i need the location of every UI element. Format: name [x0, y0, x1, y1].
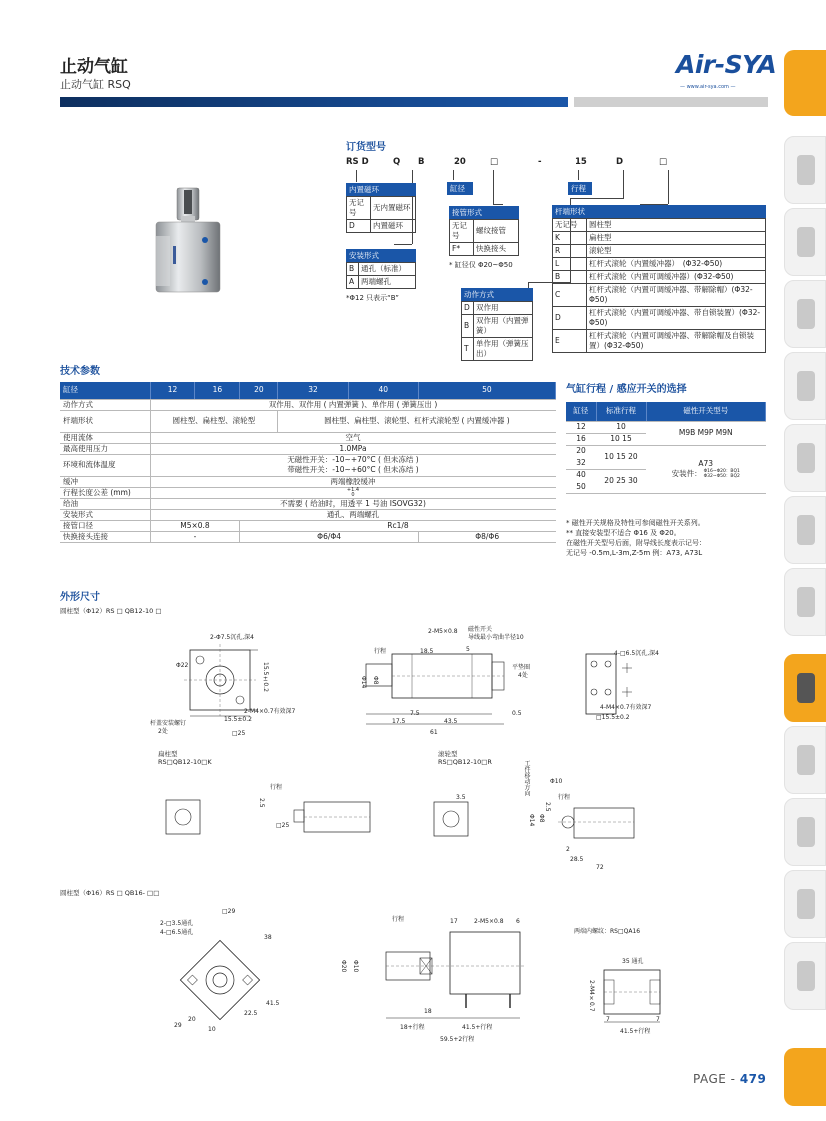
- misc-icon: [797, 961, 815, 991]
- tech-header-cell: 50: [418, 382, 555, 399]
- dim-label: 18.5: [420, 648, 434, 655]
- rod-code: R: [553, 245, 587, 258]
- sidebar-actuator-tab[interactable]: [784, 726, 826, 794]
- dim-label: 17: [450, 918, 458, 925]
- fitting-icon: [797, 371, 815, 401]
- dim-label: 43.5: [444, 718, 458, 725]
- header-bar-grey: [574, 97, 768, 107]
- rod-desc: 杠杆式滚轮（内置可调缓冲器、带自锁装置）(Φ32-Φ50): [587, 307, 766, 330]
- dim-label: 7.5: [410, 710, 420, 717]
- leader-line: [623, 170, 624, 198]
- dim-label: 22.5: [244, 1010, 258, 1017]
- dim-label: Φ20: [340, 960, 347, 973]
- sidebar-valve-tab[interactable]: [784, 280, 826, 348]
- page-label: PAGE -: [693, 1072, 740, 1086]
- row-label: 动作方式: [60, 399, 150, 410]
- filter-icon: [797, 155, 815, 185]
- dim-label: □15.5±0.2: [596, 714, 630, 721]
- dim-label: 18+行程: [400, 1024, 425, 1031]
- tech-table: [60, 382, 556, 543]
- rod-code: C: [553, 284, 587, 307]
- table-row: [566, 421, 766, 433]
- dim-label: Φ22: [176, 662, 189, 669]
- dims-title: 外形尺寸: [60, 592, 100, 603]
- row-value: Rc1/8: [240, 520, 556, 531]
- rod-desc: 滚轮型: [587, 245, 766, 258]
- rod-code: K: [553, 232, 587, 245]
- roller-type-model: RS□QB12-10□R: [438, 758, 492, 766]
- dim-label: 17.5: [392, 718, 406, 725]
- gripper-icon: [797, 443, 815, 473]
- row-value: 通孔、两端螺孔: [150, 509, 556, 520]
- rod-code: L: [553, 258, 587, 271]
- module-icon: [797, 515, 815, 545]
- dims-subtitle-16: 圆柱型（Φ16）RS □ QB16- □□: [60, 889, 160, 897]
- rod-code: B: [553, 271, 587, 284]
- stroke-cell: 20 25 30: [596, 469, 646, 493]
- code-part-q: Q: [393, 157, 401, 167]
- stroke-header-cell: 磁性开关型号: [646, 402, 766, 421]
- mounting-code: B: [347, 263, 359, 276]
- bore-cell: 40: [576, 470, 586, 480]
- dim-label: 行程: [558, 794, 571, 801]
- row-label: 最高使用压力: [60, 443, 150, 454]
- code-part-piping: □: [490, 157, 499, 167]
- stroke-cell: 10 15: [596, 433, 646, 445]
- row-value: 空气: [150, 432, 556, 443]
- row-label: 缓冲: [60, 476, 150, 487]
- row-label: 杆端形状: [60, 410, 150, 432]
- dims-subtitle-12: 圆柱型（Φ12）RS □ QB12-10 □: [60, 607, 162, 615]
- rod-desc: 杠杆式滚轮（内置可调缓冲器）(Φ32-Φ50): [587, 271, 766, 284]
- dim-label: 行程: [392, 916, 405, 923]
- note-line: 在磁性开关型号后面，附导线长度表示记号：: [566, 539, 706, 547]
- stroke-notes: [566, 518, 706, 558]
- dim-label: 行程: [270, 784, 283, 791]
- stroke-table-wrap: [566, 402, 766, 494]
- table-row: [60, 443, 556, 454]
- dim-label: 72: [596, 864, 604, 871]
- dim-label: 59.5+2行程: [440, 1036, 475, 1043]
- note-line: ** 直接安装型不适合 Φ16 及 Φ20。: [566, 529, 681, 537]
- sidebar-filter-tab[interactable]: [784, 136, 826, 204]
- bore-cell: 20: [576, 446, 586, 456]
- table-row: [566, 445, 766, 457]
- sidebar-gripper-tab[interactable]: [784, 424, 826, 492]
- tech-table-wrap: [60, 382, 556, 543]
- magnet-code: D: [347, 220, 371, 233]
- sidebar-fitting-tab[interactable]: [784, 352, 826, 420]
- dim-label: 工件移动方向: [523, 760, 530, 796]
- dim-label: 2: [566, 846, 570, 853]
- dim-label: 平垫圈: [512, 664, 531, 671]
- leader-line: [493, 170, 494, 204]
- stroke-cell: 10 15 20: [596, 445, 646, 469]
- row-value: M5×0.8: [150, 520, 240, 531]
- code-part-dash: -: [538, 157, 542, 167]
- silencer-icon: [797, 889, 815, 919]
- tech-header-cell: 16: [195, 382, 240, 399]
- dim-label: 2-M4×0.7有效深7: [244, 708, 296, 715]
- dim-label: 41.5+行程: [462, 1024, 493, 1031]
- dim-label: 7: [656, 1016, 660, 1023]
- dim-label: 2-M4×0.7: [588, 980, 595, 1012]
- row-value: [150, 454, 556, 476]
- cylinder-icon: [797, 673, 815, 703]
- code-part-rod: □: [659, 157, 668, 167]
- piping-note: * 缸径仅 Φ20~Φ50: [449, 261, 513, 269]
- tech-header-cell: 20: [240, 382, 278, 399]
- category-tab[interactable]: [784, 50, 826, 116]
- code-part-action: D: [616, 157, 624, 167]
- dim-label: □25: [276, 822, 290, 829]
- leader-line: [570, 198, 624, 199]
- row-value: 不需要 ( 给油时，用透平 1 号油 ISOVG32): [150, 498, 556, 509]
- rod-head: 杆端形状: [552, 205, 766, 218]
- dim-label: 4-□6.5通孔: [160, 929, 194, 936]
- magnet-option-box: [346, 183, 416, 233]
- tech-header-cell: 40: [348, 382, 418, 399]
- bore-cell: 12: [566, 421, 596, 433]
- switch-cell: M9B M9P M9N: [646, 421, 766, 445]
- dim-label: 15.5±0.2: [224, 716, 252, 723]
- magnet-code: 无记号: [347, 197, 371, 220]
- row-label: 快换接头连接: [60, 531, 150, 542]
- mounting-code: A: [347, 276, 359, 289]
- code-part-mount: B: [418, 157, 425, 167]
- stroke-head: 行程: [568, 182, 592, 195]
- dim-label: 10: [208, 1026, 216, 1033]
- rod-code: E: [553, 330, 587, 353]
- switch-a73: A73: [698, 459, 714, 468]
- roller-type-caption: [438, 750, 492, 766]
- lubricator-icon: [797, 227, 815, 257]
- bore-cell: 50: [566, 481, 596, 493]
- row-value: 圆柱型、扁柱型、滚轮型: [150, 410, 278, 432]
- dim-label: 2.5: [258, 798, 265, 808]
- table-row: [60, 410, 556, 432]
- dim-label: 29: [174, 1022, 182, 1029]
- dim-label: 20: [188, 1016, 196, 1023]
- piping-option-box: [449, 206, 519, 270]
- leader-line: [668, 170, 669, 204]
- stroke-header-cell: 标准行程: [596, 402, 646, 421]
- row-label: 给油: [60, 498, 150, 509]
- row-value: 圆柱型、扁柱型、滚轮型、杠杆式滚轮型 ( 内置缓冲器 ): [278, 410, 556, 432]
- leader-line: [453, 170, 454, 180]
- mounting-desc: 通孔（标准）: [359, 263, 416, 276]
- table-row: [60, 498, 556, 509]
- page-subtitle: 止动气缸 RSQ: [60, 78, 131, 91]
- row-value: 1.0MPa: [150, 443, 556, 454]
- action-desc: 单作用（弹簧压出）: [474, 338, 533, 361]
- sidebar-regulator-tab[interactable]: [784, 568, 826, 636]
- rod-code: 无记号: [553, 219, 587, 232]
- row-label: 安装形式: [60, 509, 150, 520]
- temp-no-switch: 无磁性开关：-10~+70°C ( 但未冻结 ): [287, 455, 419, 464]
- bore-cell: 32: [566, 457, 596, 469]
- valve-icon: [797, 299, 815, 329]
- piping-code: F*: [450, 243, 474, 256]
- piping-code: 无记号: [450, 220, 474, 243]
- mounting-head: 安装形式: [346, 249, 416, 262]
- row-value: 两端橡胶缓冲: [150, 476, 556, 487]
- dim-label: 磁性开关: [468, 626, 493, 633]
- dim-label: 2-M5×0.8: [474, 918, 504, 925]
- mounting-desc: 两端螺孔: [359, 276, 416, 289]
- magnet-desc: 内置磁环: [371, 220, 416, 233]
- dim-label: Φ10: [352, 960, 359, 973]
- dim-label: 7: [606, 1016, 610, 1023]
- dim-label: 28.5: [570, 856, 584, 863]
- leader-line: [578, 170, 579, 180]
- leader-line: [356, 170, 357, 182]
- kit-a: Φ16~Φ20：BQ1: [703, 469, 740, 474]
- flat-type-drawing: [160, 796, 380, 840]
- elbow-icon: [797, 817, 815, 847]
- sidebar-lubricator-tab[interactable]: [784, 208, 826, 276]
- tolerance-lower: 0: [351, 491, 355, 498]
- flat-type-model: RS□QB12-10□K: [158, 758, 212, 766]
- row-value: [150, 487, 556, 498]
- row-value: Φ8/Φ6: [418, 531, 555, 542]
- page-number-value: 479: [739, 1072, 767, 1086]
- code-part-stroke: 15: [575, 157, 587, 167]
- table-row: [60, 487, 556, 498]
- note-line: * 磁性开关规格及特性可参阅磁性开关系列。: [566, 519, 705, 527]
- note-line: 无记号 -0.5m,L-3m,Z-5m 例：A73, A73L: [566, 549, 703, 557]
- magnet-desc: 无内置磁环: [371, 197, 416, 220]
- row-label: 使用流体: [60, 432, 150, 443]
- dim-label: □29: [222, 908, 236, 915]
- dim-label: 18: [424, 1008, 432, 1015]
- leader-line: [493, 204, 503, 205]
- action-code: D: [462, 302, 474, 315]
- dim-label: 导线最小弯曲半径10: [468, 634, 524, 641]
- roller-type-drawing: [430, 796, 640, 846]
- dim-label: 2-□3.5通孔: [160, 920, 194, 927]
- dim-label: 41.5: [266, 1000, 280, 1007]
- flat-type-name: 扁柱型: [158, 750, 178, 758]
- dim-label: Φ14: [528, 814, 535, 827]
- switch-cell: [646, 445, 766, 493]
- regulator-icon: [797, 587, 815, 617]
- row-value: 双作用、双作用 ( 内置弹簧 )、单作用 ( 弹簧压出 ): [150, 399, 556, 410]
- stroke-cell: 10: [596, 421, 646, 433]
- dim-label: Φ10: [550, 778, 563, 785]
- mounting-option-box: [346, 249, 416, 303]
- temp-with-switch: 带磁性开关：-10~+60°C ( 但未冻结 ): [287, 465, 419, 474]
- bore-head: 缸径: [447, 182, 473, 195]
- piping-head: 接管形式: [449, 206, 519, 219]
- dim-label: 35 通孔: [622, 958, 644, 965]
- row-label: 环境和流体温度: [60, 454, 150, 476]
- action-desc: 双作用: [474, 302, 533, 315]
- stroke-header-cell: 缸径: [566, 402, 596, 421]
- action-code: B: [462, 315, 474, 338]
- piping-desc: 螺纹接管: [474, 220, 519, 243]
- dim-label: 41.5+行程: [620, 1028, 651, 1035]
- row-label: 行程长度公差 (mm): [60, 487, 150, 498]
- stroke-table-title: 气缸行程 / 感应开关的选择: [566, 384, 687, 395]
- tech-header-cell: 32: [278, 382, 348, 399]
- piping-desc: 快换接头: [474, 243, 519, 256]
- table-row: [60, 432, 556, 443]
- table-row: [60, 509, 556, 520]
- stopper-cylinder-image: [153, 186, 239, 296]
- action-desc: 双作用（内置弹簧）: [474, 315, 533, 338]
- header-bar: [60, 97, 568, 107]
- table-row: [60, 531, 556, 542]
- dim-label: 2-M5×0.8: [428, 628, 458, 635]
- table-row: [60, 476, 556, 487]
- kit-label: 安装件：: [671, 469, 702, 478]
- row-value: -: [150, 531, 240, 542]
- dim-label: 4-□6.5沉孔,深4: [614, 650, 659, 657]
- dim-label: Φ8: [372, 676, 379, 685]
- roller-type-name: 滚轮型: [438, 750, 458, 758]
- tech-title: 技术参数: [60, 366, 100, 377]
- order-code: [346, 157, 676, 169]
- row-value: Φ6/Φ4: [240, 531, 418, 542]
- rod-desc: 杠杆式滚轮（内置可调缓冲器、带解除帽及自锁装置）(Φ32-Φ50): [587, 330, 766, 353]
- dim-label: □25: [232, 730, 246, 737]
- dim-label: 行程: [374, 648, 387, 655]
- flat-type-caption: [158, 750, 212, 766]
- rod-code: D: [553, 307, 587, 330]
- bore-cell: 16: [566, 433, 596, 445]
- dim-label: 2-Φ7.5沉孔,深4: [210, 634, 254, 641]
- dim-label: 4处: [518, 672, 528, 679]
- sidebar-module-tab[interactable]: [784, 496, 826, 564]
- page-title: 止动气缸: [60, 57, 128, 77]
- code-part-bore: 20: [454, 157, 466, 167]
- leader-line: [394, 244, 412, 245]
- dim-label: 0.5: [512, 710, 522, 717]
- dim-label: 3.5: [456, 794, 466, 801]
- tech-header-cell: 缸径: [60, 382, 150, 399]
- table-row: [60, 399, 556, 410]
- rod-desc: 杠杆式滚轮（内置缓冲器） (Φ32-Φ50): [587, 258, 766, 271]
- stroke-table: [566, 402, 766, 494]
- action-option-box: [461, 288, 533, 361]
- table-row: [60, 454, 556, 476]
- actuator-icon: [797, 745, 815, 775]
- kit-b: Φ32~Φ50：BQ2: [703, 474, 740, 479]
- magnet-head: 内置磁环: [346, 183, 416, 196]
- side-view-16-drawing: [350, 918, 540, 1028]
- dim-label: Φ8: [538, 814, 545, 823]
- dim-label: 两端内螺纹：RS□QA16: [574, 928, 641, 935]
- dim-label: 2.5: [544, 802, 551, 812]
- dim-label: 4-M4×0.7有效深7: [600, 704, 652, 711]
- code-part-series: RS D: [346, 157, 369, 167]
- mounting-note: *Φ12 只表示“B”: [346, 294, 399, 302]
- sidebar-silencer-tab[interactable]: [784, 870, 826, 938]
- dim-label: Φ14: [360, 676, 367, 689]
- brand-url: — www.air-sya.com —: [680, 84, 736, 90]
- sidebar-cylinder-tab[interactable]: [784, 654, 826, 722]
- tolerance-upper: +1.4: [346, 486, 360, 493]
- ordering-title: 订货型号: [346, 142, 386, 153]
- dim-label: 杆盖安装螺钉: [150, 720, 187, 727]
- dim-label: 2处: [158, 728, 168, 735]
- rod-desc: 扁柱型: [587, 232, 766, 245]
- sidebar-elbow-tab[interactable]: [784, 798, 826, 866]
- row-label: 接管口径: [60, 520, 150, 531]
- page-number: [693, 1072, 766, 1086]
- dim-label: 6: [516, 918, 520, 925]
- rod-desc: 杠杆式滚轮（内置可调缓冲器、带解除帽）(Φ32-Φ50): [587, 284, 766, 307]
- dim-label: 61: [430, 729, 438, 736]
- page-tab: [784, 1048, 826, 1106]
- rod-desc: 圆柱型: [587, 219, 766, 232]
- rod-option-box: [552, 205, 766, 353]
- dim-label: 15.5±0.2: [262, 662, 269, 692]
- brand-logo: Air-SYA: [676, 50, 777, 79]
- dim-label: 38: [264, 934, 272, 941]
- action-code: T: [462, 338, 474, 361]
- dim-label: 5: [466, 646, 470, 653]
- table-row: [60, 520, 556, 531]
- action-head: 动作方式: [461, 288, 533, 301]
- tech-header-cell: 12: [150, 382, 195, 399]
- sidebar-misc-tab[interactable]: [784, 942, 826, 1010]
